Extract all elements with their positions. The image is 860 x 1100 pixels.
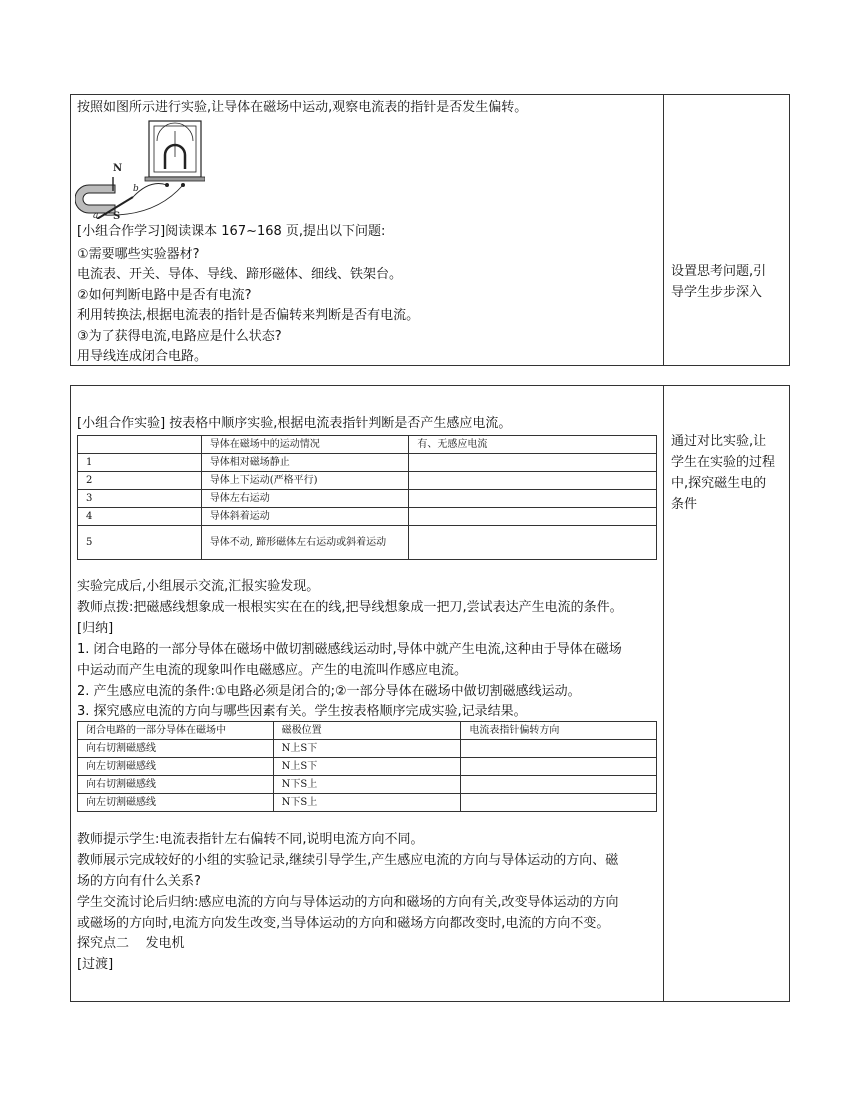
side-note-line: 设置思考问题,引 <box>671 264 767 279</box>
induction-table <box>77 435 657 560</box>
table-cell <box>409 508 657 526</box>
side-note-line: 学生在实验的过程 <box>671 455 776 470</box>
direction-table <box>77 721 657 812</box>
table-cell <box>409 526 657 560</box>
table-row <box>78 776 657 794</box>
table-cell: 1 <box>78 454 202 472</box>
table-cell: 5 <box>78 526 202 560</box>
intro-text: 按照如图所示进行实验,让导体在磁场中运动,观察电流表的指针是否发生偏转。 <box>77 100 528 115</box>
magnet-s-label: S <box>113 211 121 219</box>
table-cell: 向右切割磁感线 <box>78 740 274 758</box>
body-line: 学生交流讨论后归纳:感应电流的方向与导体运动的方向和磁场的方向有关,改变导体运动的方向 <box>77 895 619 910</box>
table-cell: 向左切割磁感线 <box>78 794 274 812</box>
experiment-heading: [小组合作实验] 按表格中顺序实验,根据电流表指针判断是否产生感应电流。 <box>77 416 512 431</box>
table-cell: 2 <box>78 472 202 490</box>
table-header-cell <box>78 436 202 454</box>
column-divider <box>663 386 664 1001</box>
body-line: 2. 产生感应电流的条件:①电路必须是闭合的;②一部分导体在磁场中做切割磁感线运动。 <box>77 684 581 699</box>
body-line: 实验完成后,小组展示交流,汇报实验发现。 <box>77 579 320 594</box>
table-header-cell: 导体在磁场中的运动情况 <box>201 436 409 454</box>
body-line: 教师点拨:把磁感线想象成一根根实实在在的线,把导线想象成一把刀,尝试表达产生电流的条件。 <box>77 600 623 615</box>
induction-apparatus-figure <box>75 119 205 219</box>
table-header-cell: 有、无感应电流 <box>409 436 657 454</box>
side-note-line: 导学生步步深入 <box>671 285 763 300</box>
table-row <box>78 740 657 758</box>
table-header-row <box>78 436 657 454</box>
table-cell: 导体上下运动(严格平行) <box>201 472 409 490</box>
conductor-a-label: a <box>93 211 99 219</box>
table-cell: 向左切割磁感线 <box>78 758 274 776</box>
conductor-b-label: b <box>133 184 139 194</box>
table-row <box>78 472 657 490</box>
question-line-2: 电流表、开关、导体、导线、蹄形磁体、细线、铁架台。 <box>77 267 403 282</box>
table-cell: 3 <box>78 490 202 508</box>
section-title: 探究点二 发电机 <box>77 936 185 951</box>
table-header-cell: 闭合电路的一部分导体在磁场中 <box>78 722 274 740</box>
question-line-3: ②如何判断电路中是否有电流? <box>77 288 252 303</box>
question-line-1: ①需要哪些实验器材? <box>77 247 200 262</box>
question-line-0: [小组合作学习]阅读课本 167~168 页,提出以下问题: <box>77 224 386 239</box>
body-line: [归纳] <box>77 621 114 636</box>
table-cell: N下S上 <box>273 776 461 794</box>
side-note-line: 条件 <box>671 497 698 512</box>
table-row <box>78 794 657 812</box>
body-line: 或磁场的方向时,电流方向发生改变,当导体运动的方向和磁场方向都改变时,电流的方向不变。 <box>77 916 610 931</box>
table-row <box>78 758 657 776</box>
body-line: 场的方向有什么关系? <box>77 874 201 889</box>
side-note-line: 中,探究磁生电的 <box>671 476 767 491</box>
body-line: 1. 闭合电路的一部分导体在磁场中做切割磁感线运动时,导体中就产生电流,这种由于导体在磁场 <box>77 642 622 657</box>
table-cell <box>409 454 657 472</box>
table-cell <box>461 794 657 812</box>
table-cell: N上S下 <box>273 740 461 758</box>
table-row <box>78 526 657 560</box>
table-cell: 导体不动, 蹄形磁体左右运动或斜着运动 <box>201 526 409 560</box>
table-header-cell: 磁极位置 <box>273 722 461 740</box>
table-cell <box>461 776 657 794</box>
column-divider <box>663 95 664 365</box>
table-header-row <box>78 722 657 740</box>
side-note-line: 通过对比实验,让 <box>671 434 767 449</box>
table-cell: N下S上 <box>273 794 461 812</box>
table-cell <box>461 740 657 758</box>
question-line-4: 利用转换法,根据电流表的指针是否偏转来判断是否有电流。 <box>77 308 420 323</box>
table-cell: 向右切割磁感线 <box>78 776 274 794</box>
section-box-2 <box>70 385 790 1002</box>
table-row <box>78 454 657 472</box>
side-note-1 <box>671 261 787 303</box>
table-cell <box>461 758 657 776</box>
body-line: [过渡] <box>77 957 114 972</box>
table-cell: 导体相对磁场静止 <box>201 454 409 472</box>
body-line: 教师展示完成较好的小组的实验记录,继续引导学生,产生感应电流的方向与导体运动的方向、磁 <box>77 853 619 868</box>
table-cell: 导体斜着运动 <box>201 508 409 526</box>
table-cell: N上S下 <box>273 758 461 776</box>
question-line-5: ③为了获得电流,电路应是什么状态? <box>77 329 282 344</box>
body-line: 3. 探究感应电流的方向与哪些因素有关。学生按表格顺序完成实验,记录结果。 <box>77 704 527 719</box>
body-line: 中运动而产生电流的现象叫作电磁感应。产生的电流叫作感应电流。 <box>77 663 468 678</box>
section-box-1 <box>70 94 790 366</box>
table-row <box>78 508 657 526</box>
table-cell <box>409 472 657 490</box>
table-row <box>78 490 657 508</box>
table-cell: 导体左右运动 <box>201 490 409 508</box>
body-line: 教师提示学生:电流表指针左右偏转不同,说明电流方向不同。 <box>77 832 424 847</box>
table-cell <box>409 490 657 508</box>
side-note-2 <box>671 431 787 515</box>
table-header-cell: 电流表指针偏转方向 <box>461 722 657 740</box>
table-cell: 4 <box>78 508 202 526</box>
question-line-6: 用导线连成闭合电路。 <box>77 349 208 364</box>
magnet-n-label: N <box>113 163 123 174</box>
